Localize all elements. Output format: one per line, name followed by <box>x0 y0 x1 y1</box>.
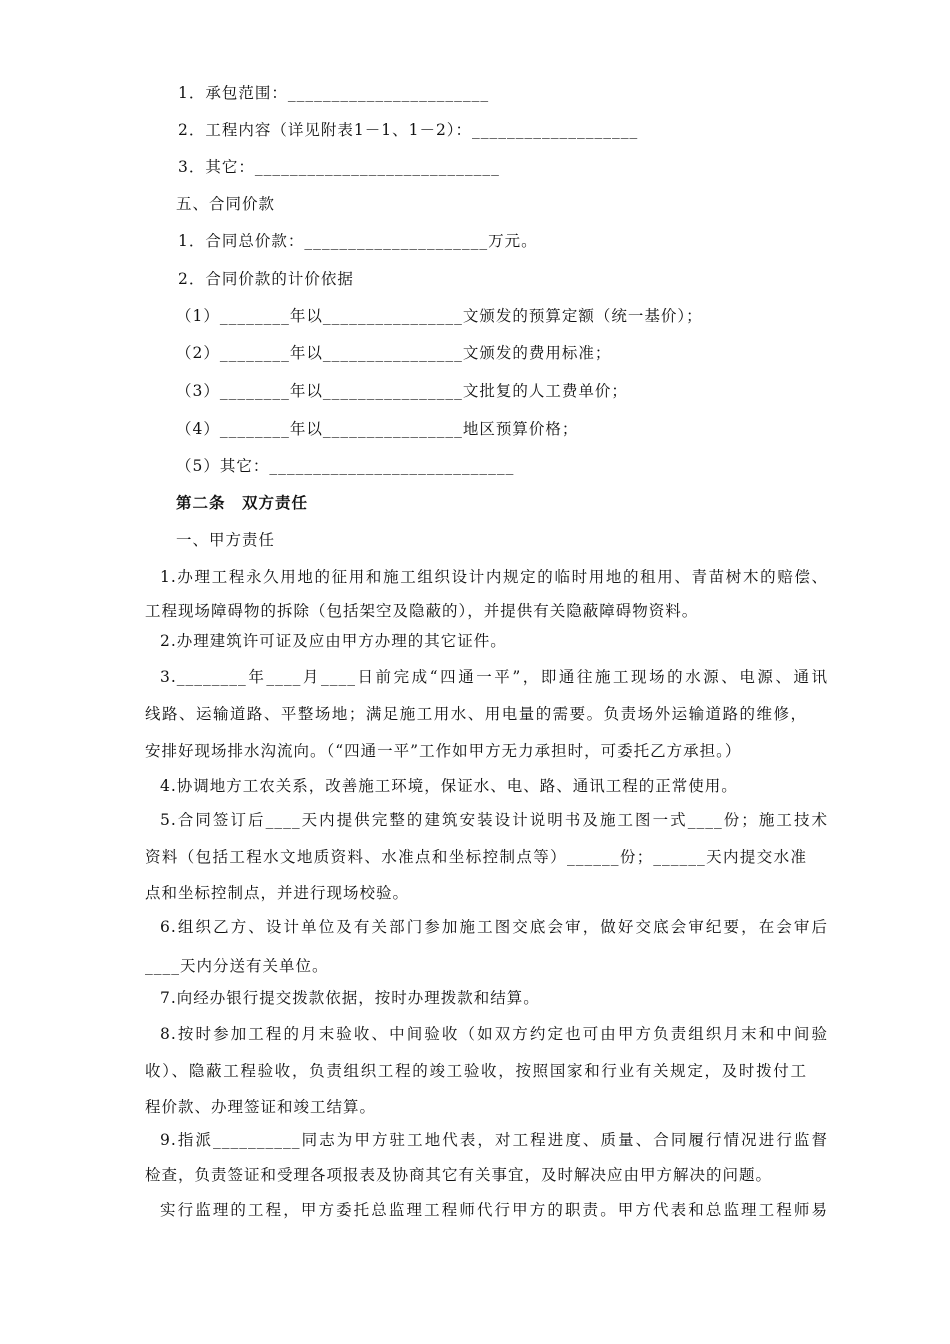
document-line: 收）、隐蔽工程验收，负责组织工程的竣工验收，按照国家和行业有关规定，及时拨付工 <box>145 1062 807 1080</box>
document-line: 1.办理工程永久用地的征用和施工组织设计内规定的临时用地的租用、青苗树木的赔偿、 <box>160 568 828 586</box>
document-line: 资料（包括工程水文地质资料、水准点和坐标控制点等）______份；______天内提交水准 <box>145 848 807 866</box>
document-line: 安排好现场排水沟流向。（“四通一平”工作如甲方无力承担时，可委托乙方承担。） <box>145 742 742 760</box>
document-line: 2．合同价款的计价依据 <box>178 270 354 288</box>
document-line: （2）________年以________________文颁发的费用标准； <box>176 344 612 362</box>
document-line: 工程现场障碍物的拆除（包括架空及隐蔽的），并提供有关隐蔽障碍物资料。 <box>145 602 699 620</box>
document-line: 5.合同签订后____天内提供完整的建筑安装设计说明书及施工图一式____份；施工技术 <box>160 811 828 829</box>
document-line: 一、甲方责任 <box>176 531 276 549</box>
document-line: （3）________年以________________文批复的人工费单价； <box>176 382 628 400</box>
document-line: 2．工程内容（详见附表1－1、1－2）：___________________ <box>178 121 639 139</box>
document-line: （1）________年以________________文颁发的预算定额（统一基价）； <box>176 307 703 325</box>
document-line: 3．其它：____________________________ <box>178 158 500 176</box>
document-line: 五、合同价款 <box>176 195 276 213</box>
document-line: ____天内分送有关单位。 <box>145 957 329 975</box>
document-line: （4）________年以________________地区预算价格； <box>176 420 579 438</box>
document-line: 9.指派__________同志为甲方驻工地代表，对工程进度、质量、合同履行情况进行监督 <box>160 1131 828 1149</box>
document-line: 检查，负责签证和受理各项报表及协商其它有关事宜，及时解决应由甲方解决的问题。 <box>145 1166 773 1184</box>
document-line: 7.向经办银行提交拨款依据，按时办理拨款和结算。 <box>160 989 540 1007</box>
document-line: 实行监理的工程，甲方委托总监理工程师代行甲方的职责。甲方代表和总监理工程师易 <box>160 1201 828 1219</box>
document-line: 8.按时参加工程的月末验收、中间验收（如双方约定也可由甲方负责组织月末和中间验 <box>160 1025 828 1043</box>
document-line: 1．承包范围：_______________________ <box>178 84 490 102</box>
document-line: 4.协调地方工农关系，改善施工环境，保证水、电、路、通讯工程的正常使用。 <box>160 777 738 795</box>
document-line: 2.办理建筑许可证及应由甲方办理的其它证件。 <box>160 632 507 650</box>
section-heading: 第二条 双方责任 <box>176 493 309 512</box>
document-line: 点和坐标控制点，并进行现场校验。 <box>145 884 410 902</box>
document-line: 6.组织乙方、设计单位及有关部门参加施工图交底会审，做好交底会审纪要，在会审后 <box>160 918 828 936</box>
document-line: （5）其它：____________________________ <box>176 457 515 475</box>
document-line: 1．合同总价款：_____________________万元。 <box>178 232 538 250</box>
document-line: 程价款、办理签证和竣工结算。 <box>145 1098 377 1116</box>
document-line: 线路、运输道路、平整场地；满足施工用水、用电量的需要。负责场外运输道路的维修， <box>145 705 807 723</box>
document-line: 3.________年____月____日前完成“四通一平”，即通往施工现场的水源、电源、通讯 <box>160 668 828 686</box>
